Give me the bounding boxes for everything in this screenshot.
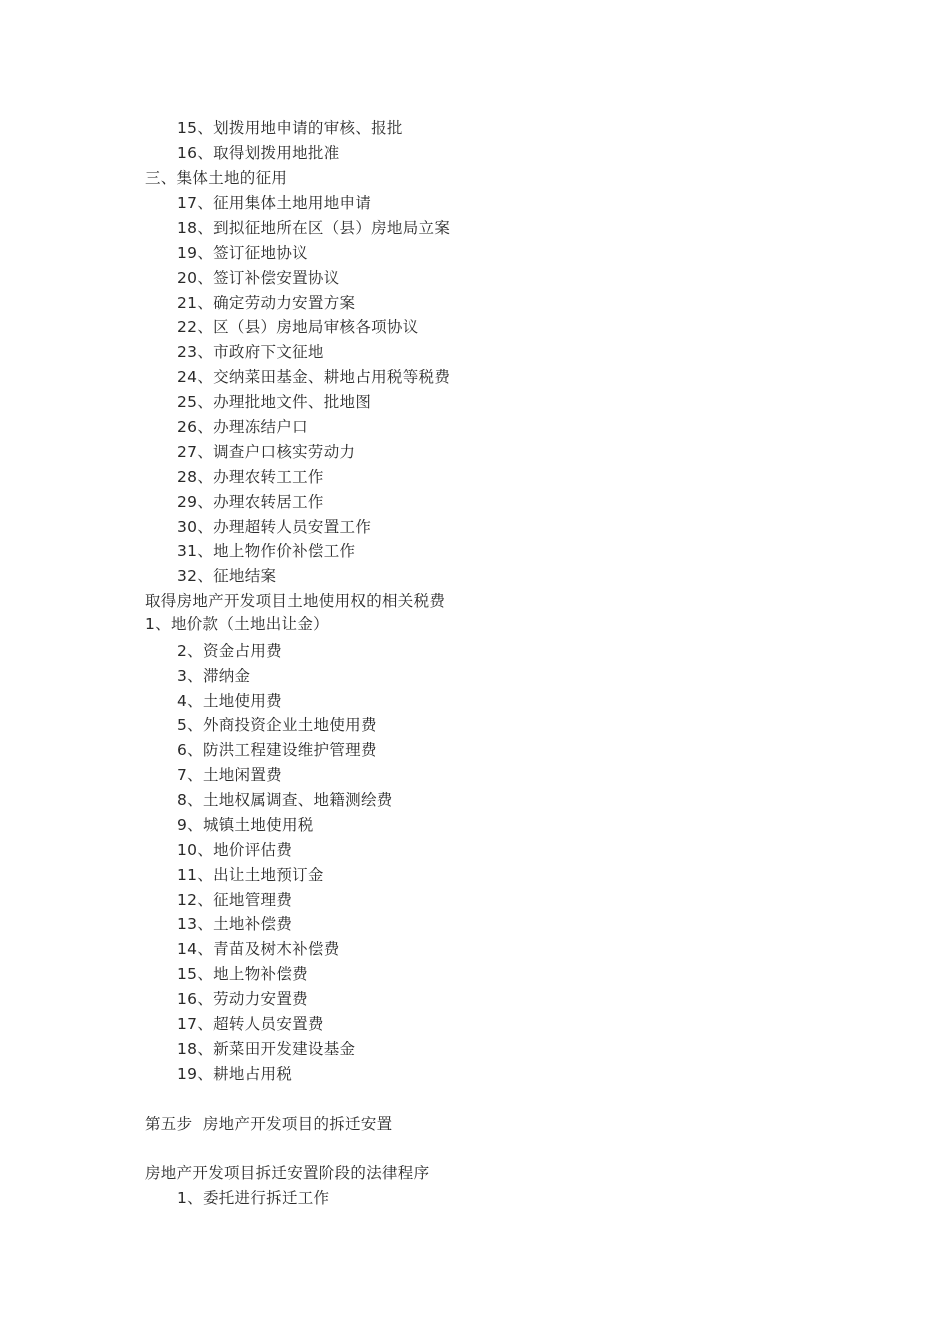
list-item: 14、青苗及树木补偿费 xyxy=(177,940,340,958)
list-item: 16、劳动力安置费 xyxy=(177,990,308,1008)
section-heading: 取得房地产开发项目土地使用权的相关税费 xyxy=(145,592,446,610)
list-item: 29、办理农转居工作 xyxy=(177,493,324,511)
list-item: 2、资金占用费 xyxy=(177,642,282,660)
list-item: 27、调查户口核实劳动力 xyxy=(177,443,356,461)
list-item: 4、土地使用费 xyxy=(177,692,282,710)
list-item: 9、城镇土地使用税 xyxy=(177,816,314,834)
list-item: 17、超转人员安置费 xyxy=(177,1015,324,1033)
list-item: 11、出让土地预订金 xyxy=(177,866,324,884)
list-item: 31、地上物作价补偿工作 xyxy=(177,542,356,560)
step-heading: 第五步 房地产开发项目的拆迁安置 xyxy=(145,1115,393,1133)
section-heading: 三、集体土地的征用 xyxy=(145,169,288,187)
list-item: 5、外商投资企业土地使用费 xyxy=(177,716,377,734)
list-item: 12、征地管理费 xyxy=(177,891,293,909)
list-item: 13、土地补偿费 xyxy=(177,915,293,933)
list-item: 6、防洪工程建设维护管理费 xyxy=(177,741,377,759)
list-item: 18、新菜田开发建设基金 xyxy=(177,1040,356,1058)
list-item: 15、划拨用地申请的审核、报批 xyxy=(177,119,403,137)
list-item: 25、办理批地文件、批地图 xyxy=(177,393,372,411)
list-item: 19、耕地占用税 xyxy=(177,1065,293,1083)
list-item: 21、确定劳动力安置方案 xyxy=(177,294,356,312)
list-item: 1、委托进行拆迁工作 xyxy=(177,1189,330,1207)
list-item: 16、取得划拨用地批准 xyxy=(177,144,340,162)
list-item: 7、土地闲置费 xyxy=(177,766,282,784)
list-item: 17、征用集体土地用地申请 xyxy=(177,194,372,212)
list-item: 26、办理冻结户口 xyxy=(177,418,308,436)
list-item: 32、征地结案 xyxy=(177,567,277,585)
list-item: 15、地上物补偿费 xyxy=(177,965,308,983)
list-item: 3、滞纳金 xyxy=(177,667,251,685)
list-item: 24、交纳菜田基金、耕地占用税等税费 xyxy=(177,368,451,386)
list-item: 1、地价款（土地出让金） xyxy=(145,615,329,633)
section-heading: 房地产开发项目拆迁安置阶段的法律程序 xyxy=(145,1164,430,1182)
list-item: 18、到拟征地所在区（县）房地局立案 xyxy=(177,219,451,237)
list-item: 8、土地权属调查、地籍测绘费 xyxy=(177,791,393,809)
list-item: 20、签订补偿安置协议 xyxy=(177,269,340,287)
list-item: 22、区（县）房地局审核各项协议 xyxy=(177,318,419,336)
list-item: 23、市政府下文征地 xyxy=(177,343,324,361)
list-item: 30、办理超转人员安置工作 xyxy=(177,518,372,536)
list-item: 19、签订征地协议 xyxy=(177,244,308,262)
list-item: 10、地价评估费 xyxy=(177,841,293,859)
list-item: 28、办理农转工工作 xyxy=(177,468,324,486)
